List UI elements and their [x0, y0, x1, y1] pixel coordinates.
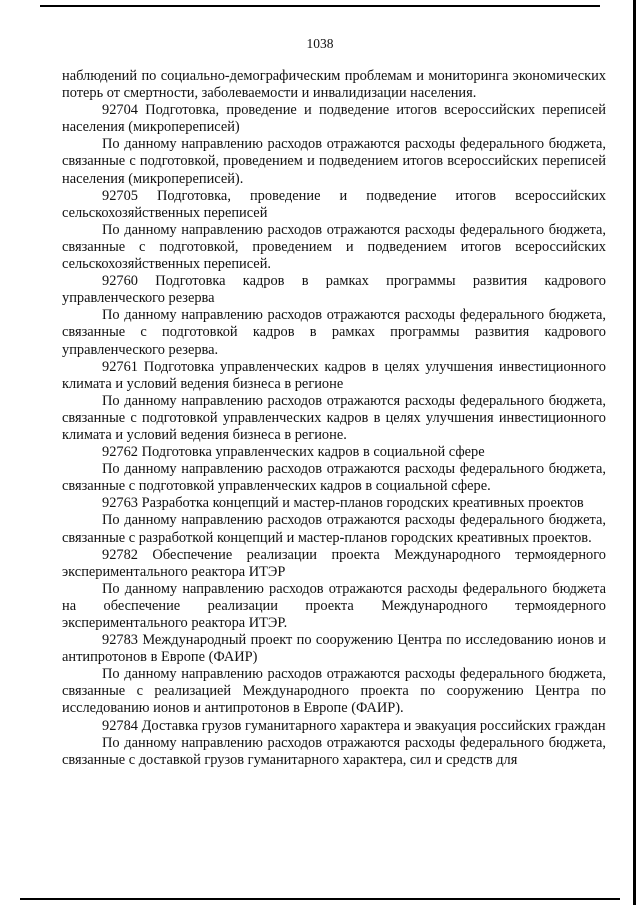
- section-heading-92763: 92763 Разработка концепций и мастер-планов городских креативных проектов: [102, 495, 584, 512]
- page-number: 1038: [306, 36, 334, 51]
- paragraph: По данному направлению расходов отражаются расходы федерального бюджета, связанные с реализацией Международного проекта по сооружению Центра по исследованию ионов и антипротонов в Европе (ФАИР).: [62, 666, 606, 717]
- scan-edge-right: [633, 0, 636, 905]
- section-heading-92782: 92782 Обеспечение реализации проекта Международного термоядерного экспериментального реактора ИТЭР: [62, 546, 606, 580]
- section-heading-92760: 92760 Подготовка кадров в рамках программы развития кадрового управленческого резерва: [62, 273, 606, 307]
- paragraph: По данному направлению расходов отражаются расходы федерального бюджета, связанные с подготовкой, проведением и подведением итогов всероссийских сельскохозяйственных переписей.: [62, 221, 606, 273]
- section-heading-92705: 92705 Подготовка, проведение и подведение итогов всероссийских сельскохозяйственных переписей: [62, 187, 606, 221]
- paragraph: По данному направлению расходов отражаются расходы федерального бюджета, связанные с подготовкой кадров в рамках программы развития кадрового управленческого резерва.: [62, 307, 606, 358]
- section-heading-92761: 92761 Подготовка управленческих кадров в целях улучшения инвестиционного климата и условий ведения бизнеса в регионе: [62, 358, 606, 392]
- paragraph: По данному направлению расходов отражаются расходы федерального бюджета, связанные с разработкой концепций и мастер-планов городских креативных проектов.: [62, 512, 606, 546]
- section-heading-92783: 92783 Международный проект по сооружению Центра по исследованию ионов и антипротонов в Европе (ФАИР): [62, 632, 606, 666]
- paragraph: По данному направлению расходов отражаются расходы федерального бюджета, связанные с доставкой грузов гуманитарного характера, сил и средств для: [62, 734, 606, 768]
- scan-edge-bottom: [20, 898, 620, 900]
- section-heading-92704: 92704 Подготовка, проведение и подведение итогов всероссийских переписей населения (микропереписей): [62, 102, 606, 136]
- scan-edge-top: [40, 5, 600, 7]
- paragraph: По данному направлению расходов отражаются расходы федерального бюджета, связанные с подготовкой управленческих кадров в целях улучшения инвестиционного климата и условий ведения бизнеса в регионе.: [62, 392, 606, 443]
- paragraph: По данному направлению расходов отражаются расходы федерального бюджета, связанные с подготовкой, проведением и подведением итогов всероссийских переписей населения (микропереписей).: [62, 136, 606, 187]
- section-heading-92762: 92762 Подготовка управленческих кадров в социальной сфере: [102, 444, 485, 461]
- paragraph: По данному направлению расходов отражаются расходы федерального бюджета, связанные с подготовкой управленческих кадров в социальной сфере.: [62, 461, 606, 495]
- body-text: [62, 68, 606, 769]
- paragraph: наблюдений по социально-демографическим проблемам и мониторинга экономических потерь от смертности, заболеваемости и инвалидизации населения.: [62, 68, 606, 102]
- section-heading-92784: 92784 Доставка грузов гуманитарного характера и эвакуация российских граждан: [102, 717, 606, 734]
- paragraph: По данному направлению расходов отражаются расходы федерального бюджета на обеспечение реализации проекта Международного термоядерного экспериментального реактора ИТЭР.: [62, 580, 606, 631]
